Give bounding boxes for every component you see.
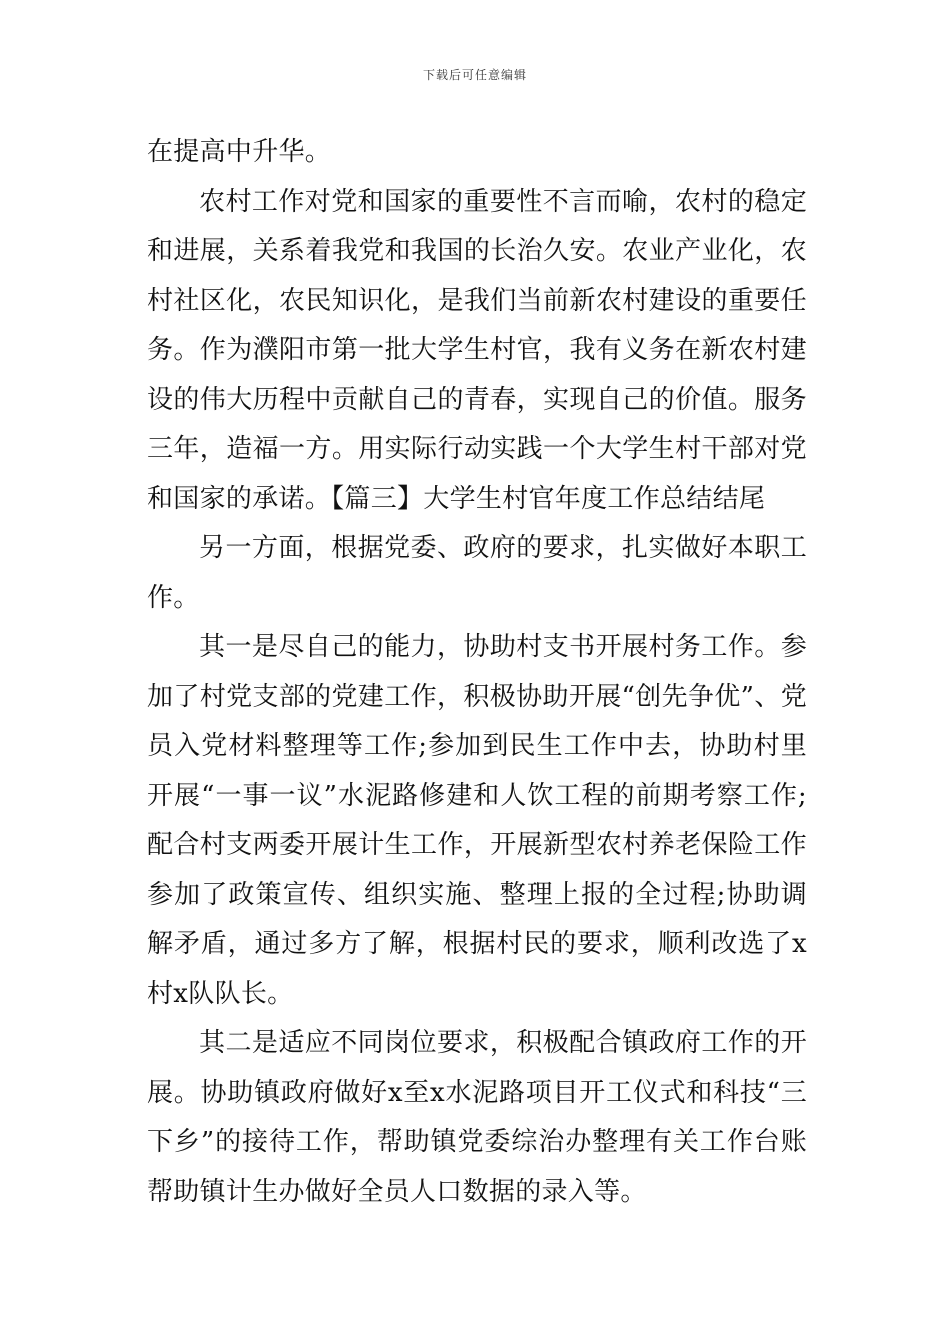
paragraph-duties-intro: 另一方面，根据党委、政府的要求，扎实做好本职工作。 (147, 533, 807, 613)
paragraph-village-affairs: 其一是尽自己的能力，协助村支书开展村务工作。参加了村党支部的党建工作，积极协助开展“创先争优”、党员入党材料整理等工作;参加到民生工作中去，协助村里开展“一事一议”水泥路修建和人饮工程的前期考察工作;配合村支两委开展计生工作，开展新型农村养老保险工作参加了政策宣传、组织实施、整理上报的全过程;协助调解矛盾，通过多方了解，根据村民的要求，顺利改选了x村x队队长。 (147, 632, 807, 1009)
document-body (147, 128, 807, 1217)
page-header-note: 下载后可任意编辑 (422, 68, 527, 82)
paragraph-town-government: 其二是适应不同岗位要求，积极配合镇政府工作的开展。协助镇政府做好x至x水泥路项目开工仪式和科技“三下乡”的接待工作，帮助镇党委综治办整理有关工作台账帮助镇计生办做好全员人口数据的录入等。 (147, 1028, 807, 1207)
paragraph-continuation: 在提高中升华。 (147, 137, 332, 167)
paragraph-rural-work: 农村工作对党和国家的重要性不言而喻，农村的稳定和进展，关系着我党和我国的长治久安。农业产业化，农村社区化，农民知识化，是我们当前新农村建设的重要任务。作为濮阳市第一批大学生村官，我有义务在新农村建设的伟大历程中贡献自己的青春，实现自己的价值。服务三年，造福一方。用实际行动实践一个大学生村干部对党和国家的承诺。【篇三】大学生村官年度工作总结结尾 (147, 186, 807, 514)
